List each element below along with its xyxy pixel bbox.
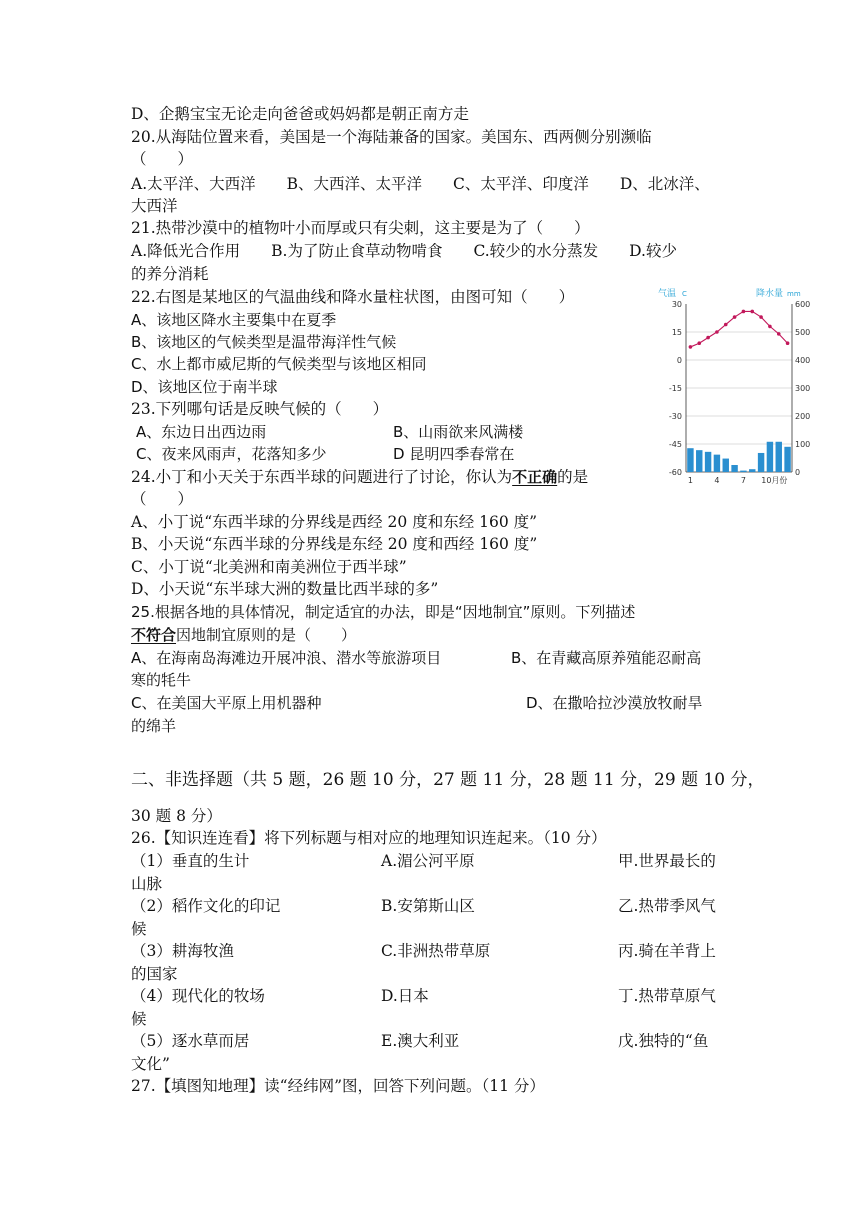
q26-row-2-left: （2）稻作文化的印记 [131, 897, 281, 915]
q23-option-c: C、夜来风雨声，花落知多少 [136, 445, 327, 463]
q20-answer-paren: （ ） [131, 150, 194, 168]
climate-chart [652, 284, 811, 494]
q26-row-4-mid: D.日本 [381, 987, 429, 1005]
q23-option-d: D 昆明四季春常在 [393, 445, 515, 463]
q23-option-b: B、山雨欲来风满楼 [393, 423, 524, 441]
q26-row-1-wrap: 山脉 [131, 875, 163, 893]
month-tick-label: 4 [714, 476, 720, 485]
q26-row-5-mid: E.澳大利亚 [381, 1032, 460, 1050]
q22-option-a: A、该地区降水主要集中在夏季 [131, 311, 337, 329]
temperature-point [786, 341, 790, 345]
q24-stem-post: 的是 [557, 468, 589, 486]
temperature-point [759, 315, 763, 319]
q25-option-d: D、在撒哈拉沙漠放牧耐旱 [526, 694, 703, 712]
q24-option-a: A、小丁说“东西半球的分界线是西经 20 度和东经 160 度” [131, 513, 538, 531]
q24-option-d: D、小天说“东半球大洲的数量比西半球的多” [131, 580, 439, 598]
q20-options-wrap: 大西洋 [131, 197, 178, 215]
q24-option-c: C、小丁说“北美洲和南美洲位于西半球” [131, 558, 407, 576]
precipitation-bar [723, 459, 729, 472]
temperature-tick-label: -30 [668, 412, 682, 421]
q25-stem-line2 [131, 624, 356, 646]
precipitation-bar [705, 452, 711, 472]
q26-row-3-mid: C.非洲热带草原 [381, 942, 491, 960]
precipitation-bar [714, 455, 720, 472]
q21-stem: 21.热带沙漠中的植物叶小而厚或只有尖刺，这主要是为了（ ） [131, 219, 590, 237]
temperature-point [777, 332, 781, 336]
q21-options: A.降低光合作用 B.为了防止食草动物啃食 C.较少的水分蒸发 D.较少 [131, 242, 677, 260]
month-tick-label: 1 [687, 476, 693, 485]
q25-stem-line2-post: 因地制宜原则的是（ ） [176, 626, 357, 644]
temperature-tick-label: 0 [676, 356, 682, 365]
q25-stem-emphasis: 不符合 [131, 626, 177, 644]
precipitation-bar [784, 447, 790, 472]
q24-stem [131, 466, 588, 488]
precipitation-tick-label: 300 [795, 384, 811, 393]
temperature-tick-label: -15 [668, 384, 682, 393]
q22-option-c: C、水上都市威尼斯的气候类型与该地区相同 [131, 355, 427, 373]
q26-row-3-left: （3）耕海牧渔 [131, 942, 234, 960]
precipitation-bar [731, 465, 737, 472]
temperature-tick-label: -60 [668, 468, 682, 477]
temperature-point [768, 325, 772, 329]
precipitation-bar [696, 450, 702, 472]
q26-row-4-left: （4）现代化的牧场 [131, 987, 265, 1005]
section2-title: 二、非选择题（共 5 题，26 题 10 分，27 题 11 分，28 题 11 分，29 题 10 分， [131, 770, 765, 790]
q21-options-wrap: 的养分消耗 [131, 265, 209, 283]
q20-options: A.太平洋、大西洋 B、大西洋、太平洋 C、太平洋、印度洋 D、北冰洋、 [131, 175, 710, 193]
temperature-point [724, 323, 728, 327]
temperature-tick-label: 15 [671, 328, 682, 337]
q25-option-d-wrap: 的绵羊 [131, 717, 177, 735]
q26-row-2-mid: B.安第斯山区 [381, 897, 475, 915]
q24-option-b: B、小天说“东西半球的分界线是东经 20 度和西经 160 度” [131, 535, 538, 553]
temperature-point [715, 330, 719, 334]
temperature-point [733, 315, 737, 319]
temperature-point [697, 341, 701, 345]
precipitation-axis-title: 降水量 [756, 289, 784, 299]
q22-stem: 22.右图是某地区的气温曲线和降水量柱状图，由图可知（ ） [131, 288, 575, 306]
precipitation-tick-label: 0 [795, 468, 801, 477]
q26-row-5-left: （5）逐水草而居 [131, 1032, 250, 1050]
precipitation-bar [758, 453, 764, 472]
temperature-point [689, 345, 693, 349]
q23-stem: 23.下列哪句话是反映气候的（ ） [131, 400, 389, 418]
precipitation-bar [776, 442, 782, 472]
q26-row-5-right: 戊.独特的“鱼 [618, 1032, 709, 1050]
q26-row-3-wrap: 的国家 [131, 965, 178, 983]
section2-title-wrap: 30 题 8 分） [131, 807, 222, 825]
temperature-tick-label: 30 [671, 300, 682, 309]
precipitation-axis-unit: mm [787, 290, 801, 298]
q24-answer-paren: （ ） [131, 490, 194, 508]
q26-stem: 26.【知识连连看】将下列标题与相对应的地理知识连起来。（10 分） [131, 829, 607, 847]
q24-stem-pre: 24.小丁和小天关于东西半球的问题进行了讨论，你认为 [131, 468, 513, 486]
precipitation-tick-label: 200 [795, 412, 811, 421]
precipitation-tick-label: 600 [795, 300, 811, 309]
q26-row-1-mid: A.湄公河平原 [381, 852, 475, 870]
q26-row-1-right: 甲.世界最长的 [618, 852, 716, 870]
q26-row-4-wrap: 候 [131, 1010, 147, 1028]
q19-option-d: D、企鹅宝宝无论走向爸爸或妈妈都是朝正南方走 [131, 105, 469, 123]
temperature-point [750, 310, 754, 314]
temperature-axis-unit: C [682, 290, 687, 298]
q25-option-b-wrap: 寒的牦牛 [131, 671, 192, 689]
q27-stem: 27.【填图知地理】读“经纬网”图，回答下列问题。（11 分） [131, 1077, 545, 1095]
temperature-point [706, 336, 710, 340]
q22-option-b: B、该地区的气候类型是温带海洋性气候 [131, 333, 397, 351]
q22-option-d: D、该地区位于南半球 [131, 378, 278, 396]
month-tick-label: 10月份 [761, 476, 788, 485]
q26-row-2-wrap: 候 [131, 920, 147, 938]
precipitation-bar [749, 469, 755, 472]
q26-row-1-left: （1）垂直的生计 [131, 852, 250, 870]
precipitation-bar [767, 442, 773, 472]
temperature-line [690, 311, 787, 346]
q20-stem: 20.从海陆位置来看，美国是一个海陆兼备的国家。美国东、西两侧分别濒临 [131, 128, 652, 146]
q26-row-5-wrap: 文化” [131, 1055, 170, 1073]
precipitation-bar [687, 448, 693, 472]
q26-row-4-right: 丁.热带草原气 [618, 987, 716, 1005]
temperature-axis-title: 气温 [658, 289, 677, 299]
temperature-point [742, 310, 746, 314]
precipitation-tick-label: 500 [795, 328, 811, 337]
q23-option-a: A、东边日出西边雨 [136, 423, 267, 441]
precipitation-tick-label: 100 [795, 440, 811, 449]
q26-row-2-right: 乙.热带季风气 [618, 897, 716, 915]
q25-stem-line1: 25.根据各地的具体情况，制定适宜的办法，即是“因地制宜”原则。下列描述 [131, 603, 636, 621]
precipitation-tick-label: 400 [795, 356, 811, 365]
q25-option-a: A、在海南岛海滩边开展冲浪、潜水等旅游项目 [131, 649, 442, 667]
temperature-tick-label: -45 [668, 440, 682, 449]
q25-option-c: C、在美国大平原上用机器种 [131, 694, 322, 712]
q25-option-b: B、在青藏高原养殖能忍耐高 [511, 649, 702, 667]
q24-stem-emphasis: 不正确 [512, 468, 558, 486]
q26-row-3-right: 丙.骑在羊背上 [618, 942, 716, 960]
precipitation-bar [740, 471, 746, 472]
month-tick-label: 7 [740, 476, 746, 485]
